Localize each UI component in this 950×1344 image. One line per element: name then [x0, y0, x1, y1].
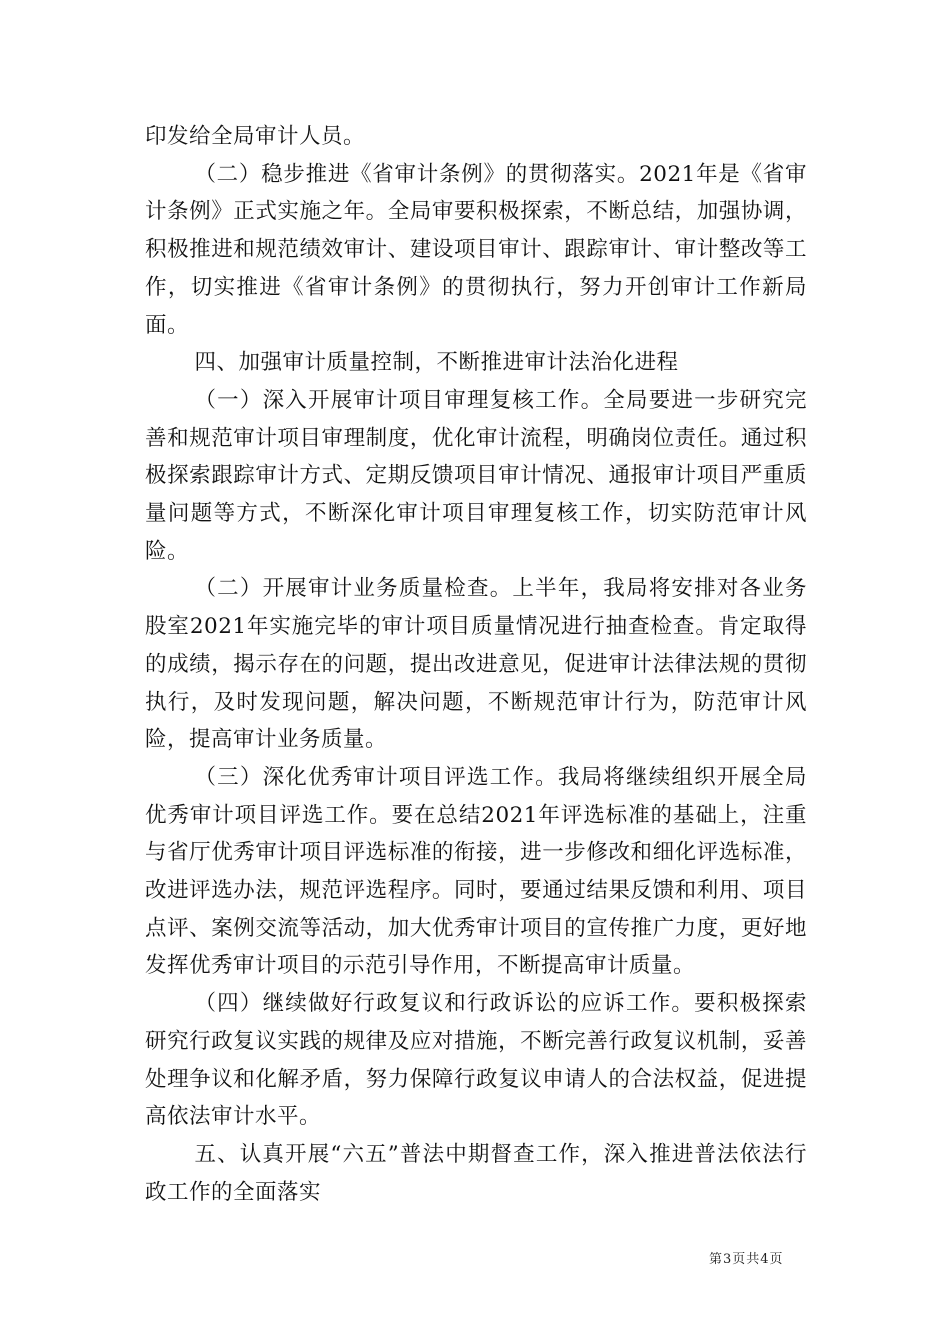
- paragraph-continuation: 印发给全局审计人员。: [145, 124, 366, 149]
- paragraph-item-2: （二）稳步推进《省审计条例》的贯彻落实。2021年是《省审计条例》正式实施之年。全局审要积极探索，不断总结，加强协调，积极推进和规范绩效审计、建设项目审计、跟踪审计、审计整改等工作，切实推进《省审计条例》的贯彻执行，努力开创审计工作新局面。: [145, 161, 807, 338]
- section-heading-5: 五、认真开展“六五”普法中期督查工作，深入推进普法依法行政工作的全面落实: [145, 1141, 807, 1205]
- paragraph-item-4: （四）继续做好行政复议和行政诉讼的应诉工作。要积极探索研究行政复议实践的规律及应对措施，不断完善行政复议机制，妥善处理争议和化解矛盾，努力保障行政复议申请人的合法权益，促进提高依法审计水平。: [145, 991, 807, 1130]
- paragraph-item-3: （三）深化优秀审计项目评选工作。我局将继续组织开展全局优秀审计项目评选工作。要在总结2021年评选标准的基础上，注重与省厅优秀审计项目评选标准的衔接，进一步修改和细化评选标准，改进评选办法，规范评选程序。同时，要通过结果反馈和利用、项目点评、案例交流等活动，加大优秀审计项目的宣传推广力度，更好地发挥优秀审计项目的示范引导作用，不断提高审计质量。: [145, 764, 807, 979]
- page-number: 第3页共4页: [709, 1252, 784, 1267]
- paragraph-item-2b: （二）开展审计业务质量检查。上半年，我局将安排对各业务股室2021年实施完毕的审计项目质量情况进行抽查检查。肯定取得的成绩，揭示存在的问题，提出改进意见，促进审计法律法规的贯彻执行，及时发现问题，解决问题，不断规范审计行为，防范审计风险，提高审计业务质量。: [145, 576, 807, 753]
- section-heading-4: 四、加强审计质量控制，不断推进审计法治化进程: [194, 350, 679, 376]
- document-body: [145, 118, 807, 1211]
- paragraph-item-1: （一）深入开展审计项目审理复核工作。全局要进一步研究完善和规范审计项目审理制度，优化审计流程，明确岗位责任。通过积极探索跟踪审计方式、定期反馈项目审计情况、通报审计项目严重质量问题等方式，不断深化审计项目审理复核工作，切实防范审计风险。: [145, 387, 807, 564]
